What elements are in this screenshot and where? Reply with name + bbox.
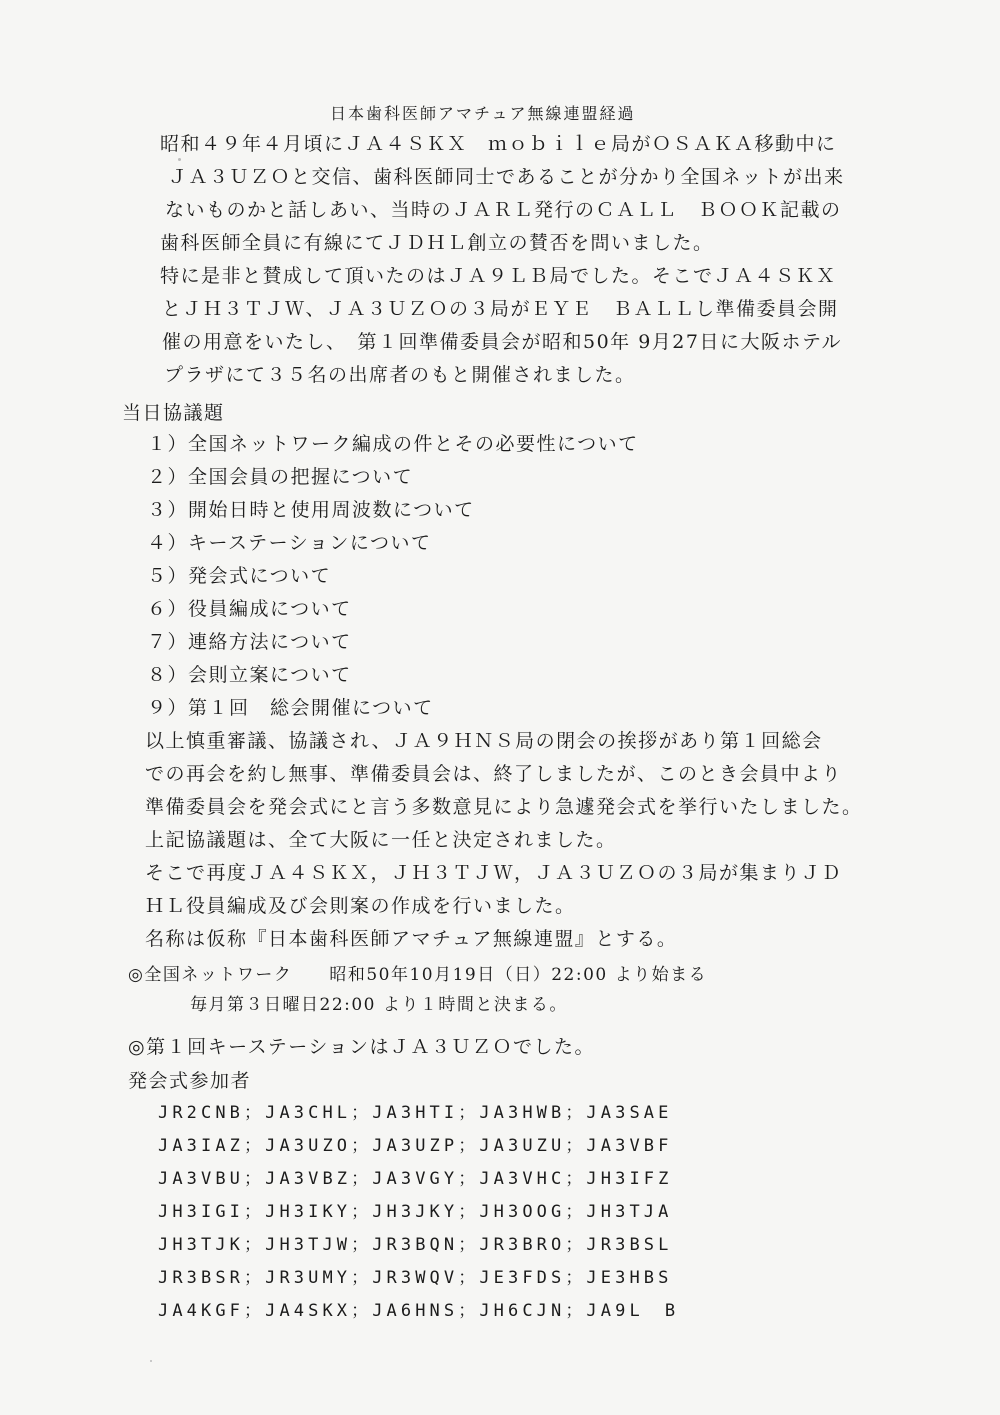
summary-line: そこで再度ＪＡ４ＳＫＸ，ＪＨ３ＴＪＷ，ＪＡ３ＵＺＯの３局が集まりＪＤ — [145, 862, 843, 884]
intro-line: プラザにて３５名の出席者のもと開催されました。 — [164, 364, 636, 386]
agenda-item: ６）役員編成について — [147, 598, 352, 620]
agenda-item: １）全国ネットワーク編成の件とその必要性について — [147, 433, 639, 455]
agenda-item: ９）第１回 総会開催について — [147, 697, 434, 719]
scan-speck — [178, 158, 181, 161]
intro-line: 特に是非と賛成して頂いたのはＪＡ９ＬＢ局でした。そこでＪＡ４ＳＫＸ — [160, 265, 837, 287]
key-station-line: ◎第１回キーステーションはＪＡ３ＵＺＯでした。 — [128, 1036, 595, 1058]
participants-row: JH3IGI；JH3IKY；JH3JKY；JH3OOG；JH3TJA — [158, 1202, 673, 1222]
participants-row: JH3TJK；JH3TJW；JR3BQN；JR3BRO；JR3BSL — [158, 1235, 673, 1255]
agenda-item: ８）会則立案について — [147, 664, 352, 686]
network-schedule-line: 毎月第３日曜日22:00 より１時間と決まる。 — [190, 995, 568, 1015]
intro-line: 歯科医師全員に有線にてＪＤＨＬ創立の賛否を問いました。 — [160, 232, 714, 254]
intro-line: ＪＡ３ＵＺＯと交信、歯科医師同士であることが分かり全国ネットが出来 — [168, 166, 845, 188]
network-start-line: ◎全国ネットワーク 昭和50年10月19日（日）22:00 より始まる — [128, 965, 708, 985]
agenda-item: ７）連絡方法について — [147, 631, 352, 653]
agenda-item: ５）発会式について — [147, 565, 332, 587]
agenda-item: ４）キーステーションについて — [147, 532, 432, 554]
agenda-heading: 当日協議題 — [122, 402, 225, 424]
participants-row: JR3BSR；JR3UMY；JR3WQV；JE3FDS；JE3HBS — [158, 1268, 673, 1288]
intro-line: とＪＨ３ＴＪＷ、ＪＡ３ＵＺＯの３局がＥＹＥ ＢＡＬＬし準備委員会開 — [162, 298, 839, 320]
summary-line: での再会を約し無事、準備委員会は、終了しましたが、このとき会員中より — [145, 763, 843, 785]
intro-line: 昭和４９年４月頃にＪＡ４ＳＫＸ ｍｏｂｉｌｅ局がＯＳＡＫＡ移動中に — [160, 133, 837, 155]
agenda-item: ３）開始日時と使用周波数について — [147, 499, 475, 521]
summary-line: 上記協議題は、全て大阪に一任と決定されました。 — [145, 829, 617, 851]
summary-line: ＨＬ役員編成及び会則案の作成を行いました。 — [145, 895, 576, 917]
intro-line: 催の用意をいたし、 第１回準備委員会が昭和50年 9月27日に大阪ホテル — [162, 331, 843, 353]
scan-speck — [150, 1360, 152, 1362]
participants-row: JA4KGF；JA4SKX；JA6HNS；JH6CJN；JA9L B — [158, 1301, 680, 1321]
summary-line: 名称は仮称『日本歯科医師アマチュア無線連盟』とする。 — [145, 928, 678, 950]
summary-line: 準備委員会を発会式にと言う多数意見により急遽発会式を挙行いたしました。 — [145, 796, 863, 818]
document-title: 日本歯科医師アマチュア無線連盟経過 — [330, 104, 636, 123]
summary-line: 以上慎重審議、協議され、ＪＡ９ＨＮＳ局の閉会の挨拶があり第１回総会 — [145, 730, 823, 752]
participants-row: JA3VBU；JA3VBZ；JA3VGY；JA3VHC；JH3IFZ — [158, 1169, 673, 1189]
participants-row: JR2CNB；JA3CHL；JA3HTI；JA3HWB；JA3SAE — [158, 1103, 673, 1123]
participants-row: JA3IAZ；JA3UZO；JA3UZP；JA3UZU；JA3VBF — [158, 1136, 673, 1156]
agenda-item: ２）全国会員の把握について — [147, 466, 414, 488]
participants-heading: 発会式参加者 — [128, 1070, 252, 1092]
intro-line: ないものかと話しあい、当時のＪＡＲＬ発行のＣＡＬＬ ＢＯＯＫ記載の — [165, 199, 842, 221]
